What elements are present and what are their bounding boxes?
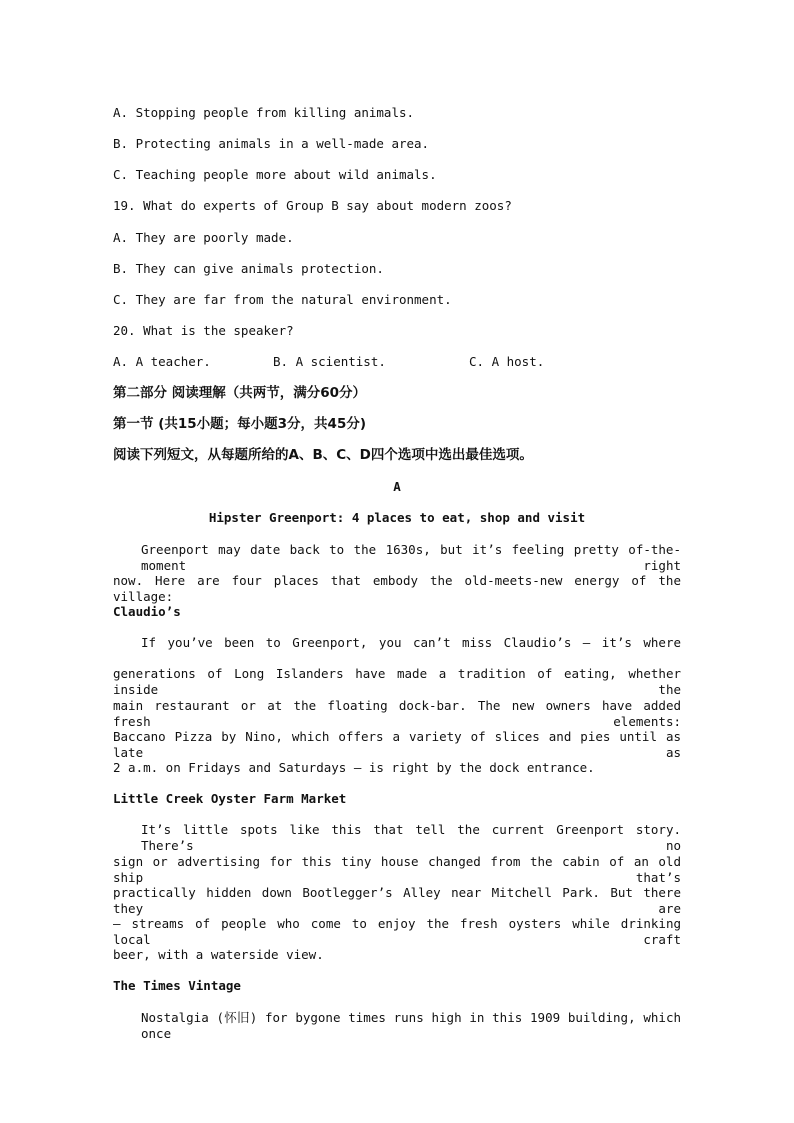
oyster-line-3: practically hidden down Bootlegger’s Alley near Mitchell Park. But there they are bbox=[113, 885, 681, 916]
q20-question: 20. What is the speaker? bbox=[113, 323, 294, 338]
claudios-line-5: 2 a.m. on Fridays and Saturdays — is right by the dock entrance. bbox=[113, 760, 595, 775]
heading-times-vintage: The Times Vintage bbox=[113, 978, 241, 993]
part-title: 第二部分 阅读理解（共两节，满分60分） bbox=[113, 385, 366, 401]
q19-question: 19. What do experts of Group B say about modern zoos? bbox=[113, 198, 512, 213]
oyster-line-4: — streams of people who come to enjoy the fresh oysters while drinking local craft bbox=[113, 916, 681, 947]
q18-option-b: B. Protecting animals in a well-made area. bbox=[113, 136, 430, 151]
oyster-line-2: sign or advertising for this tiny house changed from the cabin of an old ship that’s bbox=[113, 854, 681, 885]
claudios-line-3: main restaurant or at the floating dock-bar. The new owners have added fresh elements: bbox=[113, 698, 681, 729]
passage-label: A bbox=[393, 479, 401, 494]
vintage-line-1: Nostalgia (怀旧) for bygone times runs high in this 1909 building, which once bbox=[141, 1010, 681, 1041]
claudios-line-2: generations of Long Islanders have made a tradition of eating, whether inside the bbox=[113, 666, 681, 697]
q18-option-c: C. Teaching people more about wild animals. bbox=[113, 167, 437, 182]
q20-option-b: B. A scientist. bbox=[273, 354, 386, 369]
section-subtitle: 第一节 (共15小题；每小题3分，共45分) bbox=[113, 416, 367, 432]
heading-oyster-farm: Little Creek Oyster Farm Market bbox=[113, 791, 347, 806]
heading-claudios: Claudio’s bbox=[113, 604, 181, 619]
claudios-line-1: If you’ve been to Greenport, you can’t miss Claudio’s — it’s where bbox=[141, 635, 681, 650]
oyster-line-1: It’s little spots like this that tell the current Greenport story. There’s no bbox=[141, 822, 681, 853]
intro-line-2: now. Here are four places that embody the old-meets-new energy of the village: bbox=[113, 573, 681, 604]
q19-option-b: B. They can give animals protection. bbox=[113, 261, 384, 276]
passage-title: Hipster Greenport: 4 places to eat, shop and visit bbox=[208, 510, 586, 525]
q20-option-a: A. A teacher. bbox=[113, 354, 211, 369]
q18-option-a: A. Stopping people from killing animals. bbox=[113, 105, 415, 120]
q19-option-c: C. They are far from the natural environment. bbox=[113, 292, 452, 307]
q20-option-c: C. A host. bbox=[469, 354, 545, 369]
claudios-line-4: Baccano Pizza by Nino, which offers a variety of slices and pies until as late as bbox=[113, 729, 681, 760]
section-instruction: 阅读下列短文，从每题所给的A、B、C、D四个选项中选出最佳选项。 bbox=[113, 447, 533, 463]
intro-line-1: Greenport may date back to the 1630s, but it’s feeling pretty of-the-moment right bbox=[141, 542, 681, 573]
oyster-line-5: beer, with a waterside view. bbox=[113, 947, 324, 962]
q19-option-a: A. They are poorly made. bbox=[113, 230, 294, 245]
